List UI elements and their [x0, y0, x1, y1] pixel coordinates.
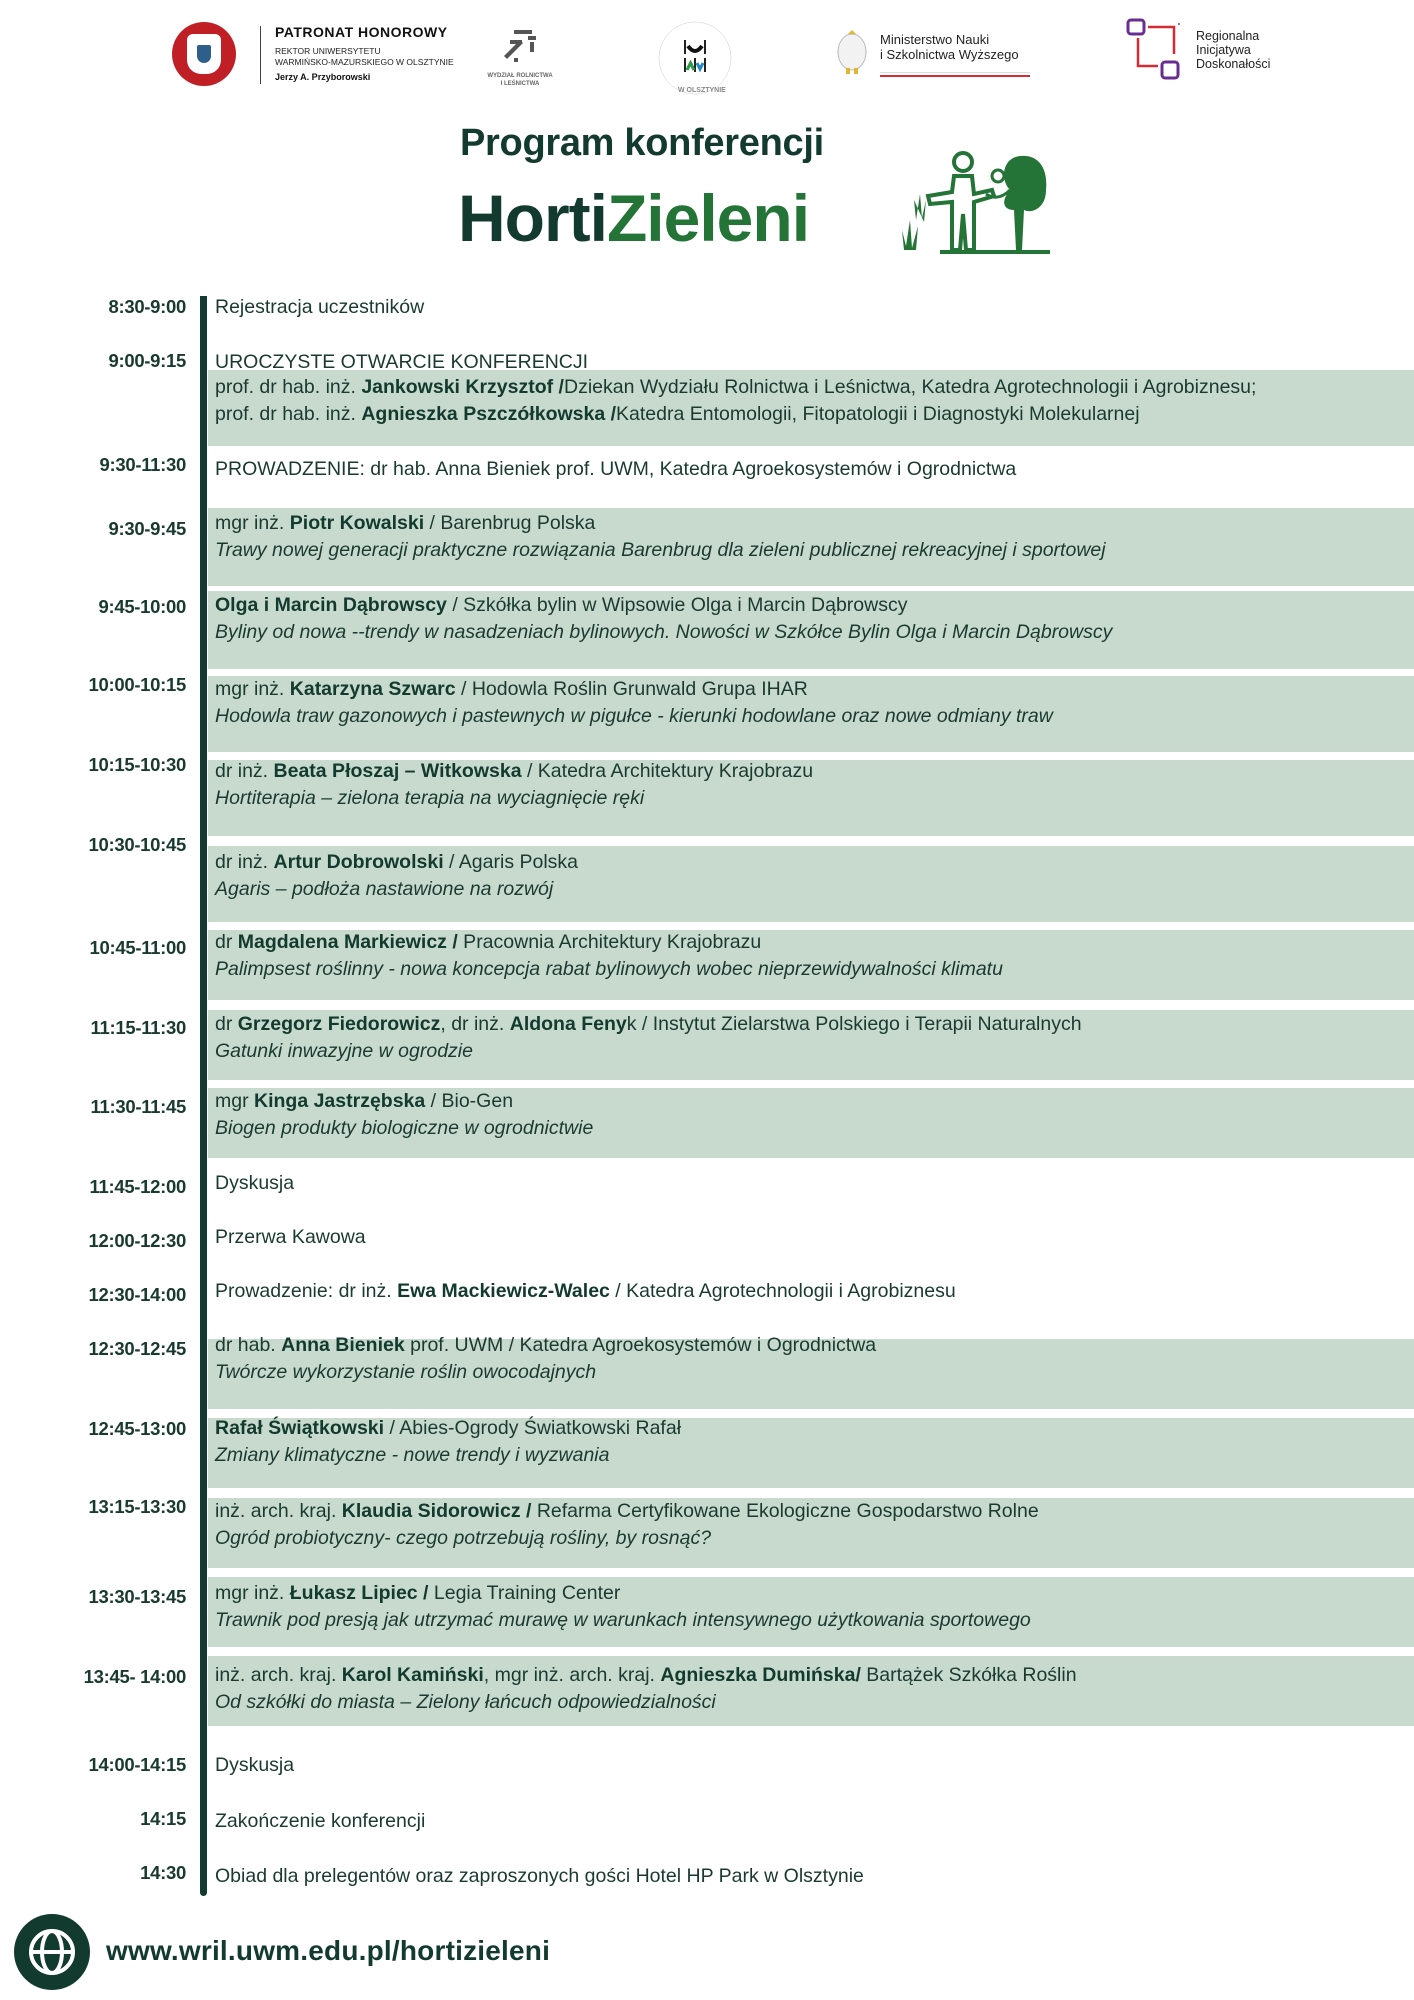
speaker-line: prof. dr hab. inż. Agnieszka Pszczółkowska /Katedra Entomologii, Fitopatologii i Diagnostyki Molekularnej — [215, 403, 1140, 425]
time-label: 10:45-11:00 — [89, 937, 186, 958]
time-label: 9:00-9:15 — [108, 350, 186, 371]
polish-eagle-icon — [832, 28, 872, 76]
talk-title: Twórcze wykorzystanie roślin owocodajnych — [215, 1361, 597, 1383]
speaker-line: dr inż. Beata Płoszaj – Witkowska / Katedra Architektury Krajobrazu — [215, 760, 814, 782]
wril-logo-text: WYDZIAŁ ROLNICTWA I LEŚNICTWA — [487, 73, 553, 87]
speaker-line: inż. arch. kraj. Klaudia Sidorowicz / Refarma Certyfikowane Ekologiczne Gospodarstwo Rolne — [215, 1500, 1039, 1522]
time-label: 9:45-10:00 — [98, 596, 186, 617]
page-title: HortiZieleni — [458, 181, 810, 255]
speaker-line: inż. arch. kraj. Karol Kamiński, mgr inż. arch. kraj. Agnieszka Dumińska/ Bartążek Szkółka Roślin — [215, 1664, 1077, 1686]
agenda-item: Dyskusja — [215, 1754, 295, 1776]
agenda-item: Zakończenie konferencji — [215, 1810, 426, 1832]
time-label: 14:00-14:15 — [88, 1754, 186, 1775]
agenda-item: PROWADZENIE: dr hab. Anna Bieniek prof. UWM, Katedra Agroekosystemów i Ogrodnictwa — [215, 458, 1017, 480]
svg-text:W OLSZTYNIE: W OLSZTYNIE — [678, 87, 726, 94]
time-label: 10:15-10:30 — [88, 754, 186, 775]
time-label: 13:30-13:45 — [88, 1586, 186, 1607]
uwm-seal-logo — [172, 22, 236, 86]
ministry-flag-red — [880, 75, 1030, 77]
talk-title: Biogen produkty biologiczne w ogrodnictwie — [215, 1117, 594, 1139]
speaker-line: Prowadzenie: dr inż. Ewa Mackiewicz-Walec / Katedra Agrotechnologii i Agrobiznesu — [215, 1280, 956, 1302]
time-label: 11:45-12:00 — [89, 1176, 186, 1197]
uwm-round-logo — [652, 18, 738, 96]
page-subtitle: Program konferencji — [460, 122, 824, 164]
speaker-line: Olga i Marcin Dąbrowscy / Szkółka bylin w Wipsowie Olga i Marcin Dąbrowscy — [215, 594, 908, 616]
patronat-name: Jerzy A. Przyborowski — [275, 72, 371, 82]
time-label: 13:45- 14:00 — [83, 1666, 186, 1687]
speaker-line: dr hab. Anna Bieniek prof. UWM / Katedra Agroekosystemów i Ogrodnictwa — [215, 1334, 877, 1356]
talk-title: Byliny od nowa --trendy w nasadzeniach bylinowych. Nowości w Szkółce Bylin Olga i Marcin Dąbrowscy — [215, 621, 1113, 643]
speaker-line: mgr inż. Piotr Kowalski / Barenbrug Polska — [215, 512, 596, 534]
rid-logo-icon — [1126, 18, 1186, 80]
speaker-line: mgr inż. Łukasz Lipiec / Legia Training Center — [215, 1582, 621, 1604]
rid-logo-text: Regionalna Inicjatywa Doskonałości — [1196, 29, 1271, 71]
time-label: 9:30-11:30 — [99, 454, 186, 475]
ministry-logo-text: Ministerstwo Nauki i Szkolnictwa Wyższego — [880, 32, 1019, 62]
speaker-line: dr Grzegorz Fiedorowicz, dr inż. Aldona Fenyk / Instytut Zielarstwa Polskiego i Terapii Naturalnych — [215, 1013, 1082, 1035]
timeline-bar — [200, 296, 207, 1896]
speaker-line: dr inż. Artur Dobrowolski / Agaris Polska — [215, 851, 579, 873]
agenda-item: UROCZYSTE OTWARCIE KONFERENCJI — [215, 351, 589, 373]
talk-title: Agaris – podłoża nastawione na rozwój — [215, 878, 554, 900]
time-label: 10:30-10:45 — [88, 834, 186, 855]
time-label: 14:30 — [140, 1862, 186, 1883]
speaker-line: Rafał Świątkowski / Abies-Ogrody Światkowski Rafał — [215, 1417, 682, 1439]
title-accent: Zieleni — [606, 181, 810, 255]
time-label: 12:00-12:30 — [88, 1230, 186, 1251]
speaker-line: mgr Kinga Jastrzębska / Bio-Gen — [215, 1090, 514, 1112]
talk-title: Gatunki inwazyjne w ogrodzie — [215, 1040, 473, 1062]
talk-title: Trawnik pod presją jak utrzymać murawę w warunkach intensywnego użytkowania sportowego — [215, 1609, 1031, 1631]
time-label: 12:45-13:00 — [88, 1418, 186, 1439]
speaker-line: dr Magdalena Markiewicz / Pracownia Architektury Krajobrazu — [215, 931, 762, 953]
patronat-line-1: REKTOR UNIWERSYTETU — [275, 46, 381, 56]
patronat-title: PATRONAT HONOROWY — [275, 24, 448, 40]
talk-title: Trawy nowej generacji praktyczne rozwiązania Barenbrug dla zieleni publicznej rekreacyjnej i sportowej — [215, 539, 1106, 561]
divider — [260, 26, 261, 84]
wril-logo-icon — [500, 28, 540, 64]
time-label: 8:30-9:00 — [108, 296, 186, 317]
talk-title: Ogród probiotyczny- czego potrzebują rośliny, by rosnąć? — [215, 1527, 712, 1549]
time-label: 9:30-9:45 — [108, 518, 186, 539]
ministry-flag-white — [880, 72, 1030, 73]
eagle-icon — [187, 34, 221, 74]
time-label: 12:30-12:45 — [88, 1338, 186, 1359]
patronat-line-2: WARMIŃSKO-MAZURSKIEGO W OLSZTYNIE — [275, 57, 454, 67]
speaker-line: mgr inż. Katarzyna Szwarc / Hodowla Roślin Grunwald Grupa IHAR — [215, 678, 808, 700]
time-label: 11:15-11:30 — [90, 1017, 186, 1038]
time-label: 11:30-11:45 — [90, 1096, 186, 1117]
agenda-item: Rejestracja uczestników — [215, 296, 425, 318]
talk-title: Hodowla traw gazonowych i pastewnych w pigułce - kierunki hodowlane oraz nowe odmiany traw — [215, 705, 1053, 727]
agenda-item: Obiad dla prelegentów oraz zaproszonych gości Hotel HP Park w Olsztynie — [215, 1865, 864, 1887]
agenda-item: Dyskusja — [215, 1172, 295, 1194]
globe-icon[interactable] — [14, 1914, 90, 1990]
talk-title: Zmiany klimatyczne - nowe trendy i wyzwania — [215, 1444, 610, 1466]
gardener-plant-icon — [900, 150, 1050, 256]
time-label: 12:30-14:00 — [88, 1284, 186, 1305]
speaker-line: prof. dr hab. inż. Jankowski Krzysztof /Dziekan Wydziału Rolnictwa i Leśnictwa, Katedra Agrotechnologii i Agrobiznesu; — [215, 376, 1257, 398]
talk-title: Hortiterapia – zielona terapia na wyciagnięcie ręki — [215, 787, 645, 809]
time-label: 10:00-10:15 — [88, 674, 186, 695]
talk-title: Palimpsest roślinny - nowa koncepcja rabat bylinowych wobec nieprzewidywalności klimatu — [215, 958, 1003, 980]
website-link[interactable]: www.wril.uwm.edu.pl/hortizieleni — [106, 1935, 551, 1966]
talk-title: Od szkółki do miasta – Zielony łańcuch odpowiedzialności — [215, 1691, 716, 1713]
time-label: 14:15 — [140, 1808, 186, 1829]
time-label: 13:15-13:30 — [88, 1496, 186, 1517]
agenda-item: Przerwa Kawowa — [215, 1226, 366, 1248]
